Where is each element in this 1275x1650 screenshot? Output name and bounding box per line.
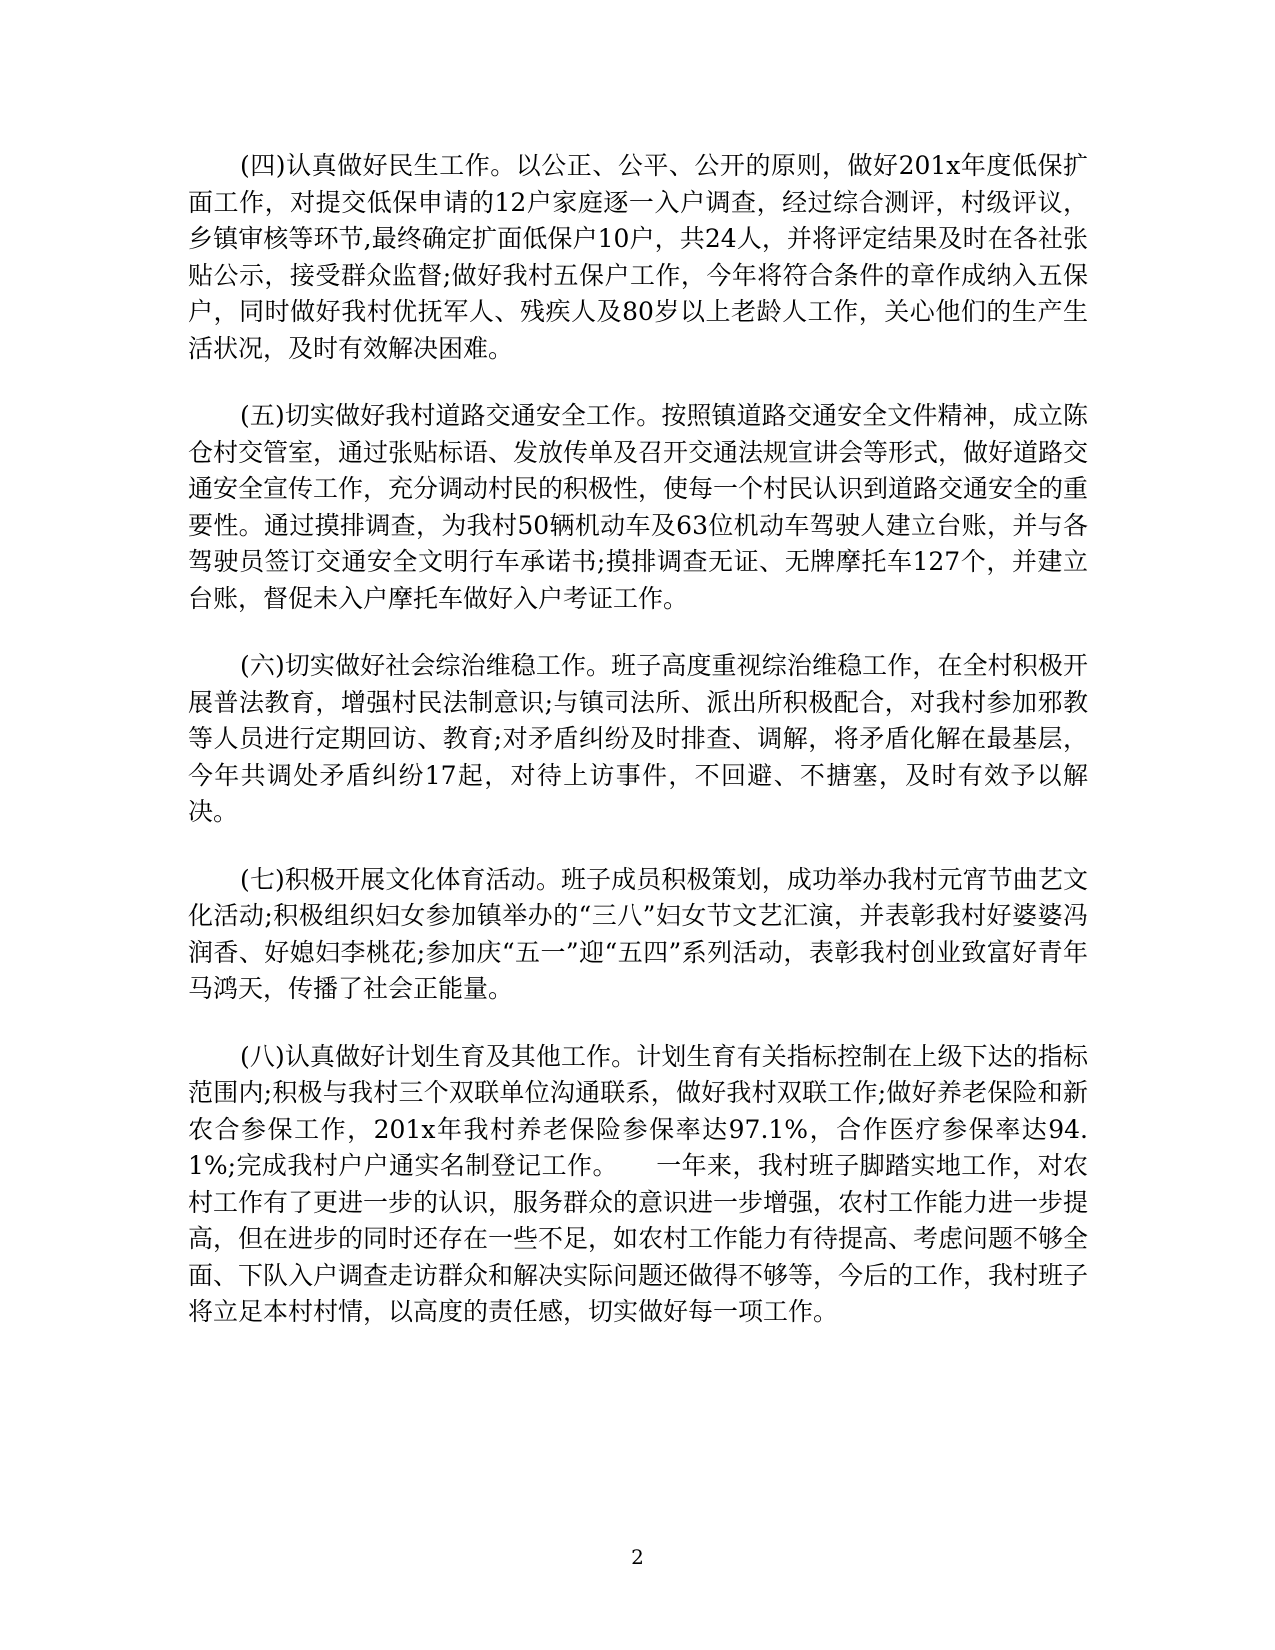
document-body [188,148,1088,1362]
paragraph-culture-sports: (七)积极开展文化体育活动。班子成员积极策划，成功举办我村元宵节曲艺文化活动;积极组织妇女参加镇举办的“三八”妇女节文艺汇演，并表彰我村好婆婆冯润香、好媳妇李桃花;参加庆“五一”迎“五四”系列活动，表彰我村创业致富好青年马鸿天，传播了社会正能量。 [188,864,1088,1003]
paragraph-family-planning: (八)认真做好计划生育及其他工作。计划生育有关指标控制在上级下达的指标范围内;积极与我村三个双联单位沟通联系，做好我村双联工作;做好养老保险和新农合参保工作，201x年我村养老保险参保率达97.1%，合作医疗参保率达94.1%;完成我村户户通实名制登记工作。 一年来，我村班子脚踏实地工作，对农村工作有了更进一步的认识，服务群众的意识进一步增强，农村工作能力进一步提高，但在进步的同时还存在一些不足，如农村工作能力有待提高、考虑问题不够全面、下队入户调查走访群众和解决实际问题还做得不够等，今后的工作，我村班子将立足本村村情，以高度的责任感，切实做好每一项工作。 [188,1041,1089,1326]
paragraph-traffic-safety: (五)切实做好我村道路交通安全工作。按照镇道路交通安全文件精神，成立陈仓村交管室，通过张贴标语、发放传单及召开交通法规宣讲会等形式，做好道路交通安全宣传工作，充分调动村民的积极性，使每一个村民认识到道路交通安全的重要性。通过摸排调查，为我村50辆机动车及63位机动车驾驶人建立台账，并与各驾驶员签订交通安全文明行车承诺书;摸排调查无证、无牌摩托车127个，并建立台账，督促未入户摩托车做好入户考证工作。 [188,401,1089,613]
paragraph-livelihood: (四)认真做好民生工作。以公正、公平、公开的原则，做好201x年度低保扩面工作，对提交低保申请的12户家庭逐一入户调查，经过综合测评，村级评议，乡镇审核等环节,最终确定扩面低保户10户，共24人，并将评定结果及时在各社张贴公示，接受群众监督;做好我村五保户工作，今年将符合条件的章作成纳入五保户，同时做好我村优抚军人、残疾人及80岁以上老龄人工作，关心他们的生产生活状况，及时有效解决困难。 [188,151,1088,363]
page-number: 2 [631,1545,644,1569]
paragraph-social-stability: (六)切实做好社会综治维稳工作。班子高度重视综治维稳工作，在全村积极开展普法教育，增强村民法制意识;与镇司法所、派出所积极配合，对我村参加邪教等人员进行定期回访、教育;对矛盾纠纷及时排查、调解，将矛盾化解在最基层，今年共调处矛盾纠纷17起，对待上访事件，不回避、不搪塞，及时有效予以解决。 [188,651,1088,826]
